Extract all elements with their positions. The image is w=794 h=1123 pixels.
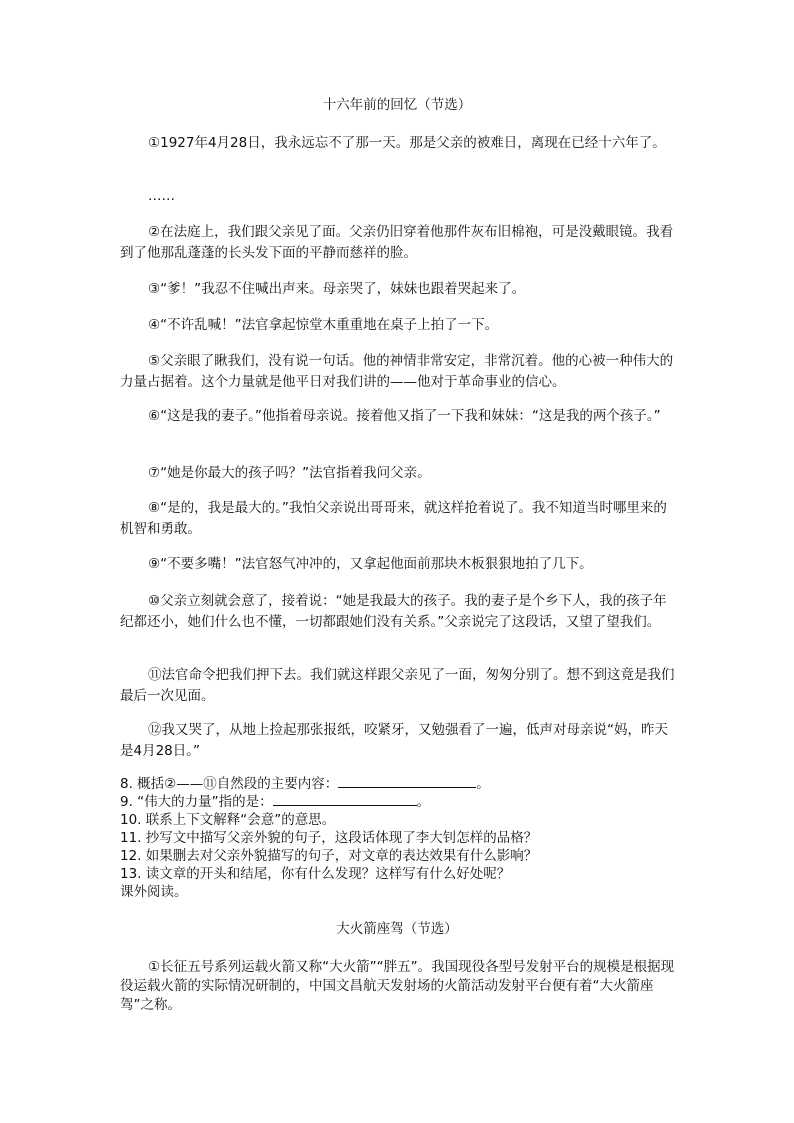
passage1-paragraph-1: ①1927年4月28日，我永远忘不了那一天。那是父亲的被难日，离现在已经十六年了。	[148, 135, 666, 151]
question-9	[120, 793, 675, 811]
passage1-paragraph-2: ②在法庭上，我们跟父亲见了面。父亲仍旧穿着他那件灰布旧棉袍，可是没戴眼镜。我看到了他那乱蓬蓬的长头发下面的平静而慈祥的脸。	[120, 224, 674, 261]
question-8-answer-blank[interactable]	[338, 775, 476, 788]
passage1-paragraph-4: ④“不许乱喊！”法官拿起惊堂木重重地在桌子上拍了一下。	[148, 317, 499, 333]
passage1-paragraph-3: ③“爹！”我忍不住喊出声来。母亲哭了，妹妹也跟着哭起来了。	[148, 281, 526, 297]
question-10: 10. 联系上下文解释“会意”的意思。	[120, 812, 336, 828]
section-label: 课外阅读。	[120, 884, 188, 900]
question-12: 12. 如果删去对父亲外貌描写的句子，对文章的表达效果有什么影响？	[120, 848, 538, 864]
passage1-ellipsis: ……	[148, 188, 175, 204]
question-9-text: 9. “伟大的力量”指的是：	[120, 794, 273, 810]
passage1-paragraph-9: ⑨“不要多嘴！”法官怒气冲冲的，又拿起他面前那块木板狠狠地拍了几下。	[148, 556, 593, 572]
passage1-paragraph-8: ⑧“是的，我是最大的。”我怕父亲说出哥哥来，就这样抢着说了。我不知道当时哪里来的机智和勇敢。	[120, 500, 667, 537]
passage1-paragraph-5: ⑤父亲眼了瞅我们，没有说一句话。他的神情非常安定，非常沉着。他的心被一种伟大的力量占据着。这个力量就是他平日对我们讲的——他对于革命事业的信心。	[120, 353, 674, 390]
question-11: 11. 抄写文中描写父亲外貌的句子，这段话体现了李大钊怎样的品格？	[120, 830, 538, 846]
passage1-paragraph-11: ⑪法官命令把我们押下去。我们就这样跟父亲见了一面，匆匆分别了。想不到这竟是我们最后一次见面。	[120, 667, 675, 704]
question-13: 13. 读文章的开头和结尾，你有什么发现？这样写有什么好处呢？	[120, 866, 511, 882]
question-9-answer-blank[interactable]	[273, 793, 417, 806]
passage1-paragraph-10: ⑩父亲立刻就会意了，接着说：“她是我最大的孩子。我的妻子是个乡下人，我的孩子年纪都还小，她们什么也不懂，一切都跟她们没有关系。”父亲说完了这段话，又望了望我们。	[120, 593, 667, 630]
passage1-paragraph-12: ⑫我又哭了，从地上捡起那张报纸，咬紧牙，又勉强看了一遍，低声对母亲说“妈，昨天是4月28日。”	[120, 722, 668, 759]
passage2-paragraph-1: ①长征五号系列运载火箭又称“大火箭”“胖五”。我国现役各型号发射平台的规模是根据现役运载火箭的实际情况研制的，中国文昌航天发射场的火箭活动发射平台便有着“大火箭座驾”之称。	[120, 959, 675, 1013]
question-8-text: 8. 概括②——⑪自然段的主要内容：	[120, 776, 339, 792]
passage2-title: 大火箭座驾（节选）	[336, 921, 458, 937]
question-8	[120, 775, 675, 793]
passage1-title: 十六年前的回忆（节选）	[322, 97, 472, 113]
question-8-suffix: 。	[476, 776, 490, 792]
passage1-paragraph-6: ⑥“这是我的妻子。”他指着母亲说。接着他又指了一下我和妹妹：“这是我的两个孩子。”	[148, 408, 661, 424]
question-9-suffix: 。	[416, 794, 431, 810]
passage1-paragraph-7: ⑦“她是你最大的孩子吗？”法官指着我问父亲。	[148, 465, 431, 481]
